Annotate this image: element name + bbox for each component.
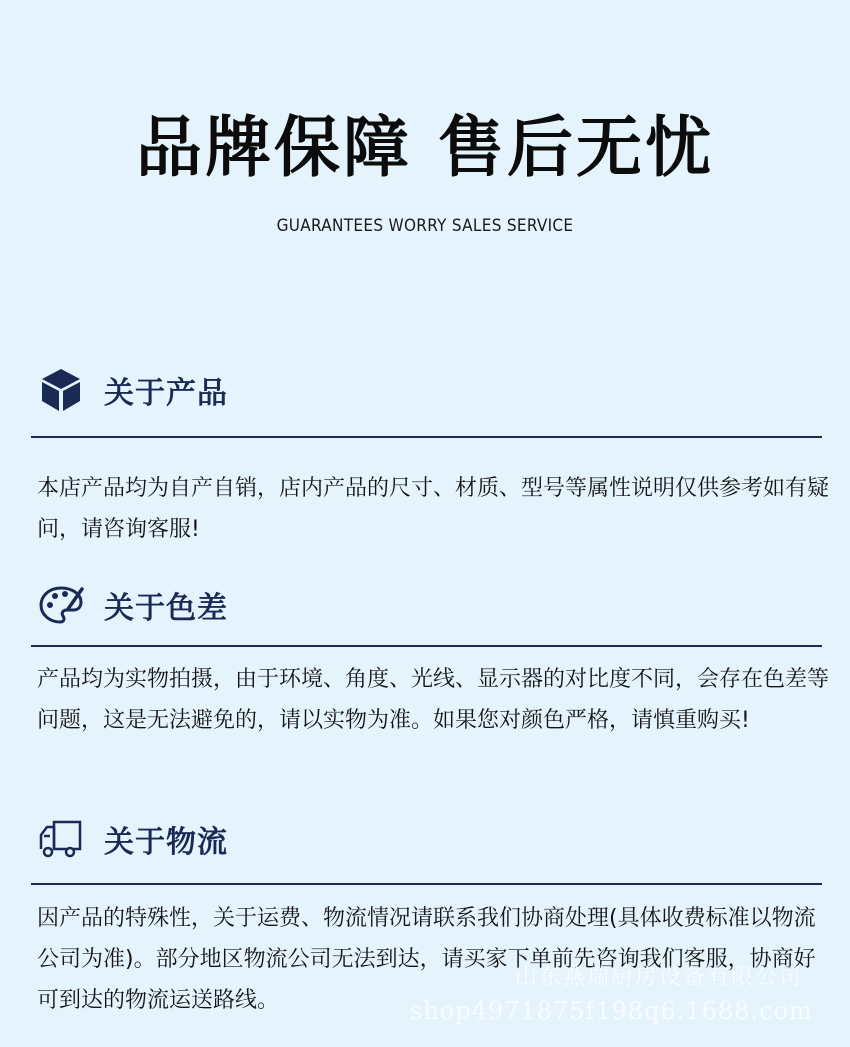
section-heading-product: 关于产品: [104, 376, 228, 411]
section-divider-color: [31, 645, 822, 647]
section-divider-logistics: [31, 883, 822, 885]
watermark-company: 山东燕瑞厨房设备有限公司: [515, 965, 804, 990]
section-header-product: [38, 365, 228, 415]
section-header-logistics: [38, 814, 228, 864]
section-heading-logistics: 关于物流: [104, 825, 228, 860]
section-header-color: [38, 580, 228, 630]
watermark-url: shop4971875f198q6.1688.com: [410, 997, 813, 1025]
section-divider-product: [31, 436, 822, 438]
section-text-logistics: 因产品的特殊性，关于运费、物流情况请联系我们协商处理(具体收费标准以物流公司为准)。部分地区物流公司无法到达，请买家下单前先咨询我们客服，协商好可到达的物流运送路线。: [37, 906, 816, 1013]
section-text-product: 本店产品均为自产自销，店内产品的尺寸、材质、型号等属性说明仅供参考如有疑问，请咨询客服!: [37, 476, 830, 542]
page-title: 品牌保障 售后无忧: [136, 109, 714, 186]
box-icon: [38, 367, 84, 413]
section-text-color: 产品均为实物拍摄，由于环境、角度、光线、显示器的对比度不同，会存在色差等问题，这是无法避免的，请以实物为准。如果您对颜色严格，请慎重购买!: [37, 667, 830, 733]
truck-icon: [38, 816, 84, 862]
page-subtitle: GUARANTEES WORRY SALES SERVICE: [276, 216, 574, 236]
section-heading-color: 关于色差: [104, 591, 228, 626]
palette-icon: [38, 582, 84, 628]
